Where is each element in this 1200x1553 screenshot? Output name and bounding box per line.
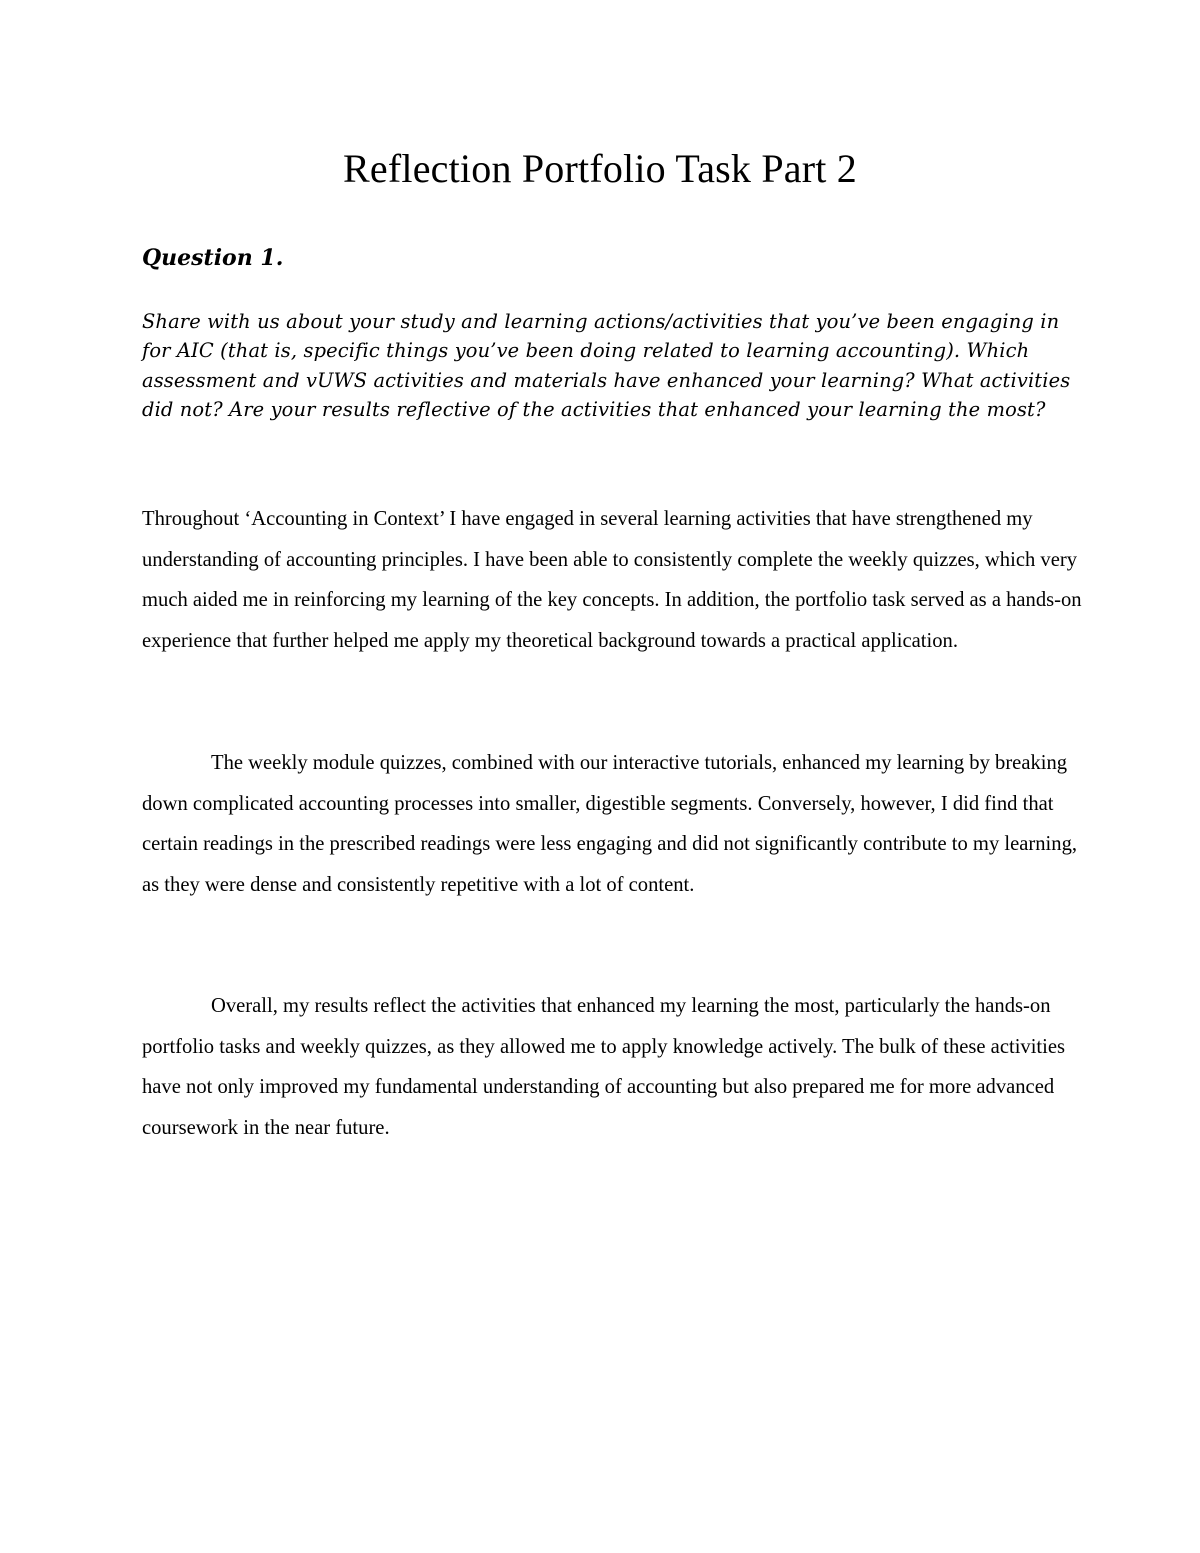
answer-paragraph: Throughout ‘Accounting in Context’ I have engaged in several learning activities that have strengthened my understanding of accounting principles. I have been able to consistently complete the weekly quizzes, which very much aided me in reinforcing my learning of the key concepts. In addition, the portfolio task served as a hands-on experience that further helped me apply my theoretical background towards a practical application.	[142, 508, 1082, 652]
answer-paragraph: Overall, my results reflect the activities that enhanced my learning the most, particularly the hands-on portfolio tasks and weekly quizzes, as they allowed me to apply knowledge actively. The bulk of these activities have not only improved my fundamental understanding of accounting but also prepared me for more advanced coursework in the near future.	[142, 995, 1066, 1139]
answer-paragraph: The weekly module quizzes, combined with our interactive tutorials, enhanced my learning by breaking down complicated accounting processes into smaller, digestible segments. Conversely, however, I did find that certain readings in the prescribed readings were less engaging and did not significantly contribute to my learning, as they were dense and consistently repetitive with a lot of content.	[142, 752, 1078, 896]
document-title: Reflection Portfolio Task Part 2	[343, 146, 857, 191]
question-prompt: Share with us about your study and learning actions/activities that you’ve been engaging in for AIC (that is, specific things you’ve been doing related to learning accounting). Which assessment and vUWS activities and materials have enhanced your learning? What activities did not? Are your results reflective of the activities that enhanced your learning the most?	[142, 310, 1071, 422]
question-heading: Question 1.	[142, 245, 284, 271]
